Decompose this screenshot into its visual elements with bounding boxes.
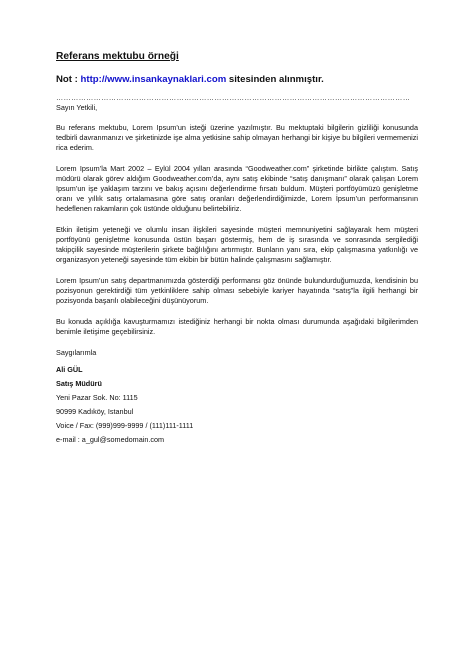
letter-page (56, 50, 418, 448)
body-paragraph-5: Bu konuda açıklığa kavuşturmamızı istediğiniz herhangi bir nokta olması durumunda aşağıdaki bilgilerimden benimle iletişime geçebilirsiniz. (56, 317, 418, 336)
source-note (56, 74, 418, 86)
document-title: Referans mektubu örneği (56, 51, 179, 62)
signer-name: Ali GÜL (56, 365, 83, 374)
address-line-2: 90999 Kadıköy, Istanbul (56, 407, 134, 416)
body-paragraph-1: Bu referans mektubu, Lorem Ipsum’un isteği üzerine yazılmıştır. Bu mektuptaki bilgilerin gizliliği konusunda tedbirli davranmanızı ve şirketinizde işe alma yetkisine sahip olmayan herhangi bir kişiye bu bilgileri vermemenizi rica ederim. (56, 123, 418, 152)
source-link[interactable]: http://www.insankaynaklari.com (80, 74, 227, 85)
signer-position: Satış Müdürü (56, 379, 102, 388)
body-paragraph-4: Lorem Ipsum’un satış departmanımızda gösterdiği performansı göz önünde bulundurduğumuzda, kendisinin bu pozisyonun gerektirdiği tüm yetkinliklere sahip olması sebebiyle kariyer hayatında “satış”la ilgili herhangi bir pozisyonda başarılı olabileceğini düşünüyorum. (56, 276, 418, 305)
dotted-separator: …………………………………………………………………………………………………………………………… (56, 94, 411, 102)
address-line-1: Yeni Pazar Sok. No: 1115 (56, 393, 138, 402)
source-note-suffix: sitesinden alınmıştır. (226, 74, 324, 85)
closing-phrase: Saygılarımla (56, 348, 97, 357)
salutation: Sayın Yetkili, (56, 103, 98, 112)
body-paragraph-2: Lorem Ipsum’la Mart 2002 – Eylül 2004 yılları arasında “Goodweather.com” şirketinde birlikte çalıştım. Satış müdürü olarak görev aldığım Goodweather.com’da, aynı satış ekibinde “satış danışmanı” olarak çalışan Lorem Ipsum’un işe yaklaşım tarzını ve bakış açısını değerlendirme fırsatı buldum. Müşteri portföyümüzü genişletme oranı ve yıllık satış ortalamasına göre satış oranları değerlendirdiğimizde, Lorem İpsum’un performansının hedeflenen rakamların çok üstünde olduğunu belirtebiliriz. (56, 164, 418, 213)
source-note-prefix: Not : (56, 74, 81, 85)
email-line: e-mail : a_gul@somedomain.com (56, 435, 165, 444)
phone-fax: Voice / Fax: (999)999-9999 / (111)111-1111 (56, 421, 194, 430)
body-paragraph-3: Etkin iletişim yeteneği ve olumlu insan ilişkileri sayesinde müşteri memnuniyetini sağlayarak hem müşteri portföyünü genişletme konusunda üstün başarı göstermiş, hem de iş sırasında ve sonrasında sergilediği takipçilik sayesinde müşterilerin şirkete bağlılığını artırmıştır. Bunların yanı sıra, ekip çalışmasına yatkınlığı ve organizasyon yeteneği sayesinde tüm ekibin bir bütün halinde çalışmasını sağlamıştır. (56, 225, 418, 264)
